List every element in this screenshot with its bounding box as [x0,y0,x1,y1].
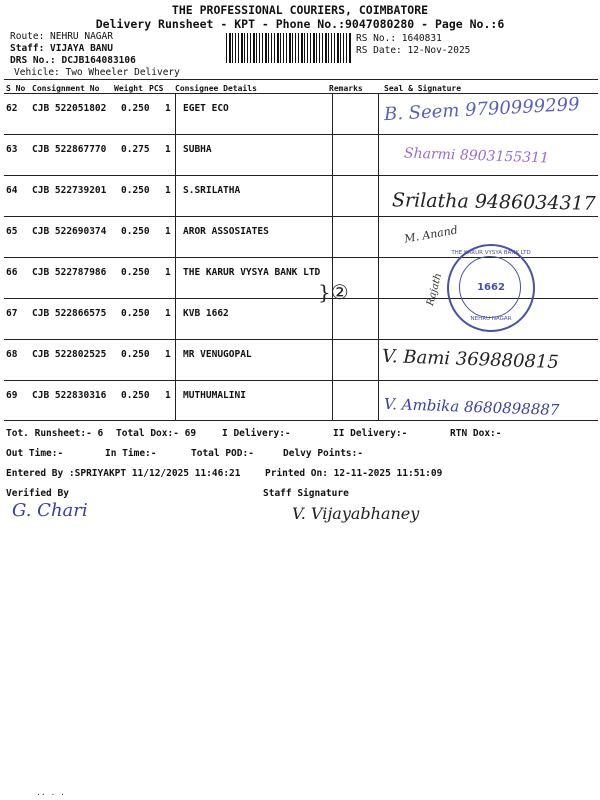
row-signature: Sharmi 8903155311 [403,145,550,167]
row-consignment-no: CJB 522867770 [32,144,107,155]
delvy-points: Delvy Points:- [283,448,364,459]
row-weight: 0.250 [121,185,150,196]
row-pcs: 1 [165,103,171,114]
remark-mark: }② [318,280,349,304]
total-pod: Total POD:- [191,448,254,459]
row-signature: Srilatha 9486034317 [391,189,596,215]
row-weight: 0.250 [121,267,150,278]
route: Route: NEHRU NAGAR [10,31,113,42]
row-consignee: THE KARUR VYSYA BANK LTD [183,267,321,278]
row-sno: 69 [6,390,18,401]
row-pcs: 1 [165,267,171,278]
row-sno: 62 [6,103,18,114]
row-consignee: S.SRILATHA [183,185,241,196]
row-weight: 0.250 [121,349,150,360]
row-signature: Rajath [425,272,445,307]
row-pcs: 1 [165,349,171,360]
staff: Staff: VIJAYA BANU [10,43,113,54]
row-sno: 68 [6,349,18,360]
row-signature: B. Seem 9790999299 [383,93,581,126]
table-row [0,175,600,216]
runsheet-subtitle: Delivery Runsheet - KPT - Phone No.:9047080280 - Page No.:6 [95,17,505,31]
col-sno: S No [6,84,26,93]
row-consignee: KVB 1662 [183,308,229,319]
rtn-dox: RTN Dox:- [450,428,502,439]
entered-by: Entered By :SPRIYAKPT 11/12/2025 11:46:21 [6,468,241,479]
row-signature: V. Ambika 8680898887 [383,394,560,420]
row-consignment-no: CJB 522866575 [32,308,107,319]
tot-runsheet: Tot. Runsheet:- 6 [6,428,104,439]
row-weight: 0.275 [121,144,150,155]
vehicle: Vehicle: Two Wheeler Delivery [14,67,180,78]
row-consignment-no: CJB 522830316 [32,390,107,401]
row-consignment-no: CJB 522802525 [32,349,107,360]
verified-signature: G. Chari [12,500,88,521]
stamp-top-text: THE KARUR VYSYA BANK LTD [451,250,531,256]
stamp-number: 1662 [477,282,505,293]
row-consignment-no: CJB 522787986 [32,267,107,278]
row-weight: 0.250 [121,390,150,401]
printed-on: Printed On: 12-11-2025 11:51:09 [265,468,443,479]
col-pcs: PCS [149,84,164,93]
row-consignment-no: CJB 522690374 [32,226,107,237]
row-sno: 64 [6,185,18,196]
col-consignee: Consignee Details [175,84,257,93]
company-title: THE PROFESSIONAL COURIERS, COIMBATORE [171,3,429,17]
staff-signature: V. Vijayabhaney [292,504,420,523]
col-remarks: Remarks [329,84,363,93]
row-consignee: AROR ASSOSIATES [183,226,269,237]
row-weight: 0.250 [121,226,150,237]
rs-number: RS No.: 1640831 [356,33,442,44]
row-signature: M. Anand [403,223,459,246]
row-pcs: 1 [165,308,171,319]
bank-stamp [447,244,535,332]
ii-delivery: II Delivery:- [333,428,408,439]
bottom-marks: ·· · · [36,790,65,799]
row-consignee: SUBHA [183,144,212,155]
i-delivery: I Delivery:- [222,428,291,439]
table-row [0,93,600,134]
row-signature: V. Bami 369880815 [381,345,560,374]
table-row [0,339,600,380]
row-sno: 63 [6,144,18,155]
barcode [226,33,352,63]
row-pcs: 1 [165,185,171,196]
staff-signature-label: Staff Signature [263,488,349,499]
row-consignment-no: CJB 522051802 [32,103,107,114]
row-consignee: MR VENUGOPAL [183,349,252,360]
row-sno: 65 [6,226,18,237]
stamp-bottom-text: NEHRU NAGAR [470,316,512,322]
col-weight: Weight [114,84,143,93]
in-time: In Time:- [105,448,157,459]
row-sno: 67 [6,308,18,319]
row-pcs: 1 [165,390,171,401]
col-seal: Seal & Signature [384,84,462,93]
row-pcs: 1 [165,226,171,237]
total-dox: Total Dox:- 69 [116,428,197,439]
table-top-rule [4,79,598,80]
row-sno: 66 [6,267,18,278]
col-consignment: Consignment No [32,84,100,93]
out-time: Out Time:- [6,448,64,459]
table-row [0,380,600,421]
row-consignment-no: CJB 522739201 [32,185,107,196]
verified-by: Verified By [6,488,69,499]
row-consignee: MUTHUMALINI [183,390,246,401]
row-weight: 0.250 [121,308,150,319]
table-row [0,134,600,175]
drs-number: DRS No.: DCJB164083106 [10,55,136,66]
row-pcs: 1 [165,144,171,155]
rs-date: RS Date: 12-Nov-2025 [356,45,471,56]
row-consignee: EGET ECO [183,103,229,114]
table-bottom-rule [4,420,598,421]
row-weight: 0.250 [121,103,150,114]
